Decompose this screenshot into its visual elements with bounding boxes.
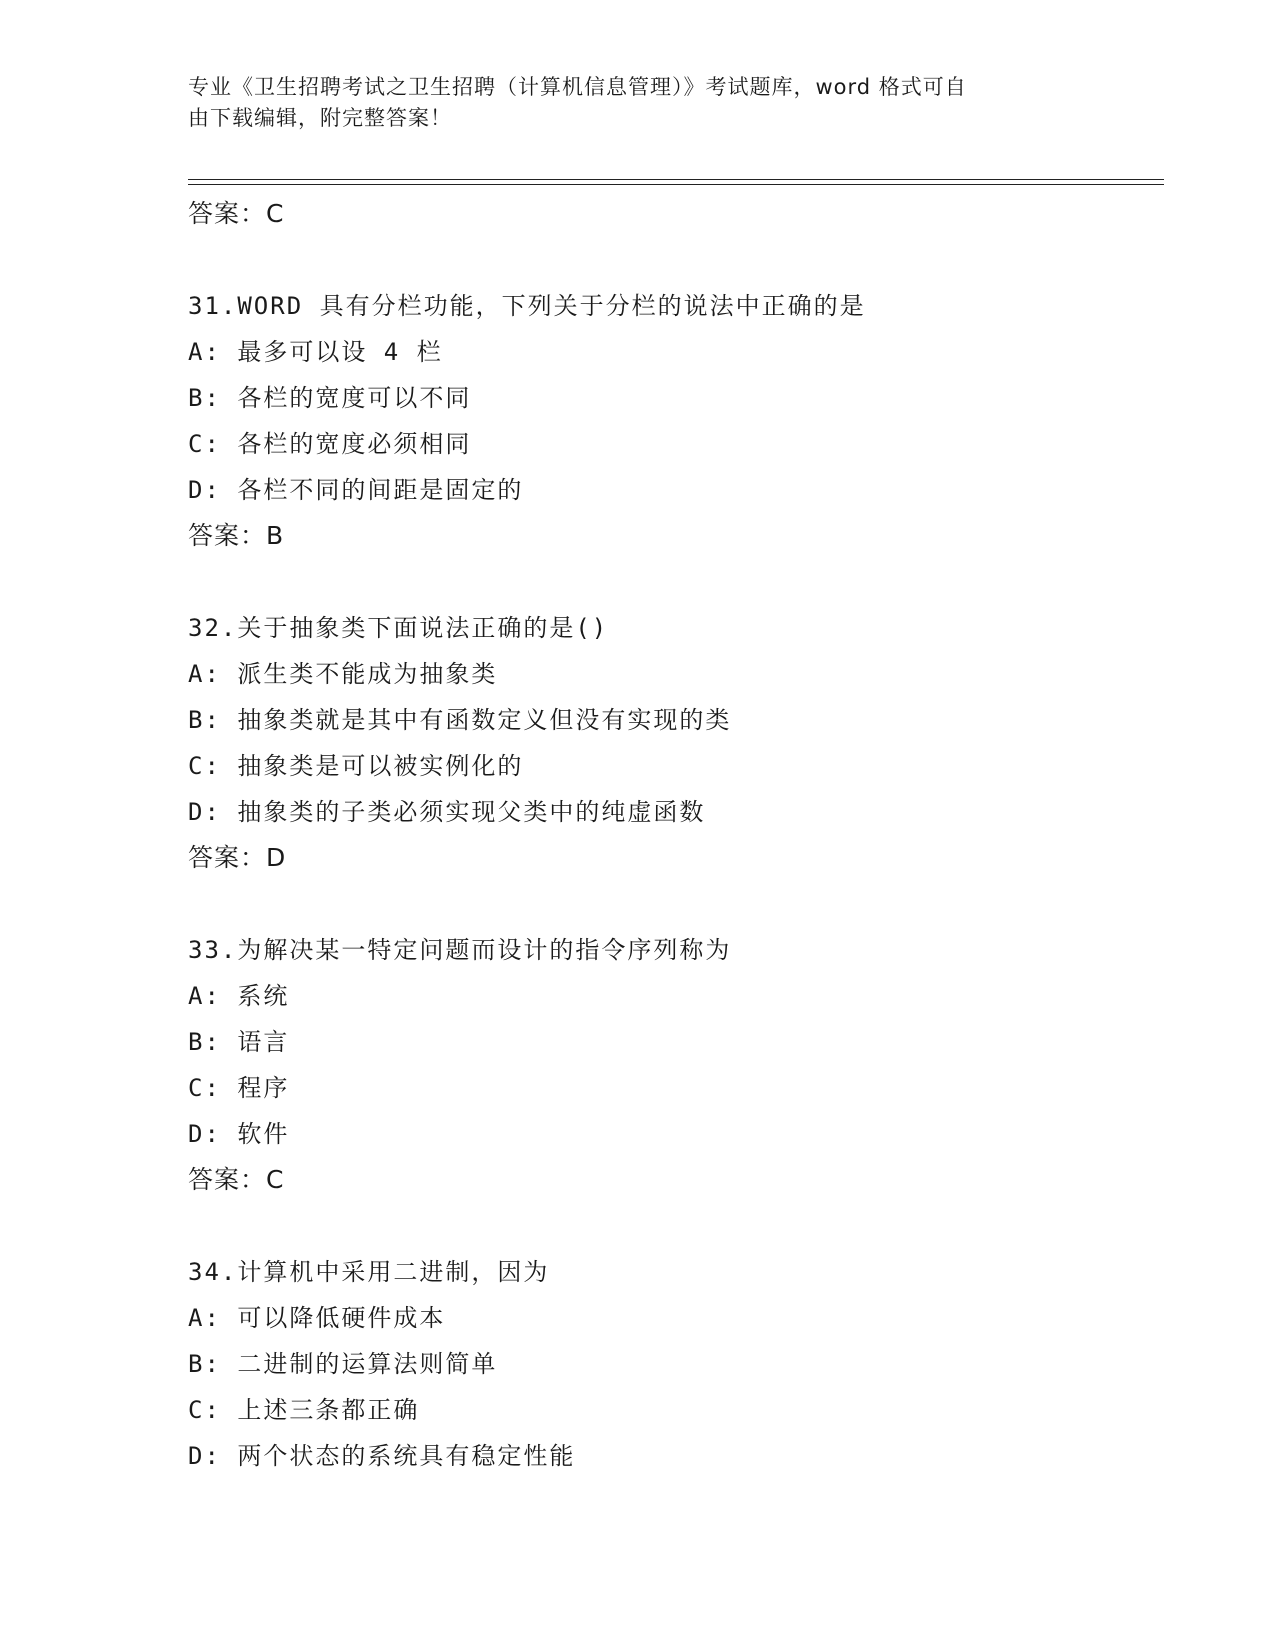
header-divider-top <box>188 179 1164 180</box>
answer-line: 答案：B <box>188 521 285 550</box>
option-c: C: 各栏的宽度必须相同 <box>188 430 472 458</box>
question-stem: 33.为解决某一特定问题而设计的指令序列称为 <box>188 936 732 964</box>
question-block <box>188 927 1168 1203</box>
spacer <box>188 237 1168 283</box>
option-d: D: 抽象类的子类必须实现父类中的纯虚函数 <box>188 798 706 826</box>
option-b: B: 二进制的运算法则简单 <box>188 1350 498 1378</box>
question-block <box>188 1249 1168 1479</box>
answer-line: 答案：D <box>188 843 287 872</box>
question-stem: 31.WORD 具有分栏功能，下列关于分栏的说法中正确的是 <box>188 292 866 320</box>
header-divider-bottom <box>188 184 1164 185</box>
option-c: C: 上述三条都正确 <box>188 1396 420 1424</box>
option-a: A: 派生类不能成为抽象类 <box>188 660 498 688</box>
option-d: D: 各栏不同的间距是固定的 <box>188 476 524 504</box>
spacer <box>188 881 1168 927</box>
question-block <box>188 283 1168 559</box>
option-d: D: 两个状态的系统具有稳定性能 <box>188 1442 576 1470</box>
option-a: A: 可以降低硬件成本 <box>188 1304 446 1332</box>
option-b: B: 语言 <box>188 1028 290 1056</box>
option-c: C: 抽象类是可以被实例化的 <box>188 752 524 780</box>
option-a: A: 系统 <box>188 982 290 1010</box>
question-stem: 34.计算机中采用二进制，因为 <box>188 1258 550 1286</box>
option-b: B: 抽象类就是其中有函数定义但没有实现的类 <box>188 706 732 734</box>
question-block <box>188 605 1168 881</box>
answer-line: 答案：C <box>188 1165 285 1194</box>
option-d: D: 软件 <box>188 1120 290 1148</box>
answer-line: 答案：C <box>188 199 285 228</box>
document-header <box>188 72 1068 134</box>
spacer <box>188 559 1168 605</box>
header-line-2: 由下载编辑，附完整答案！ <box>188 106 452 130</box>
question-list <box>188 191 1168 1479</box>
header-line-1: 专业《卫生招聘考试之卫生招聘（计算机信息管理）》考试题库，word 格式可自 <box>188 75 967 99</box>
question-stem: 32.关于抽象类下面说法正确的是() <box>188 614 609 642</box>
option-b: B: 各栏的宽度可以不同 <box>188 384 472 412</box>
spacer <box>188 1203 1168 1249</box>
option-c: C: 程序 <box>188 1074 290 1102</box>
option-a: A: 最多可以设 4 栏 <box>188 338 443 366</box>
